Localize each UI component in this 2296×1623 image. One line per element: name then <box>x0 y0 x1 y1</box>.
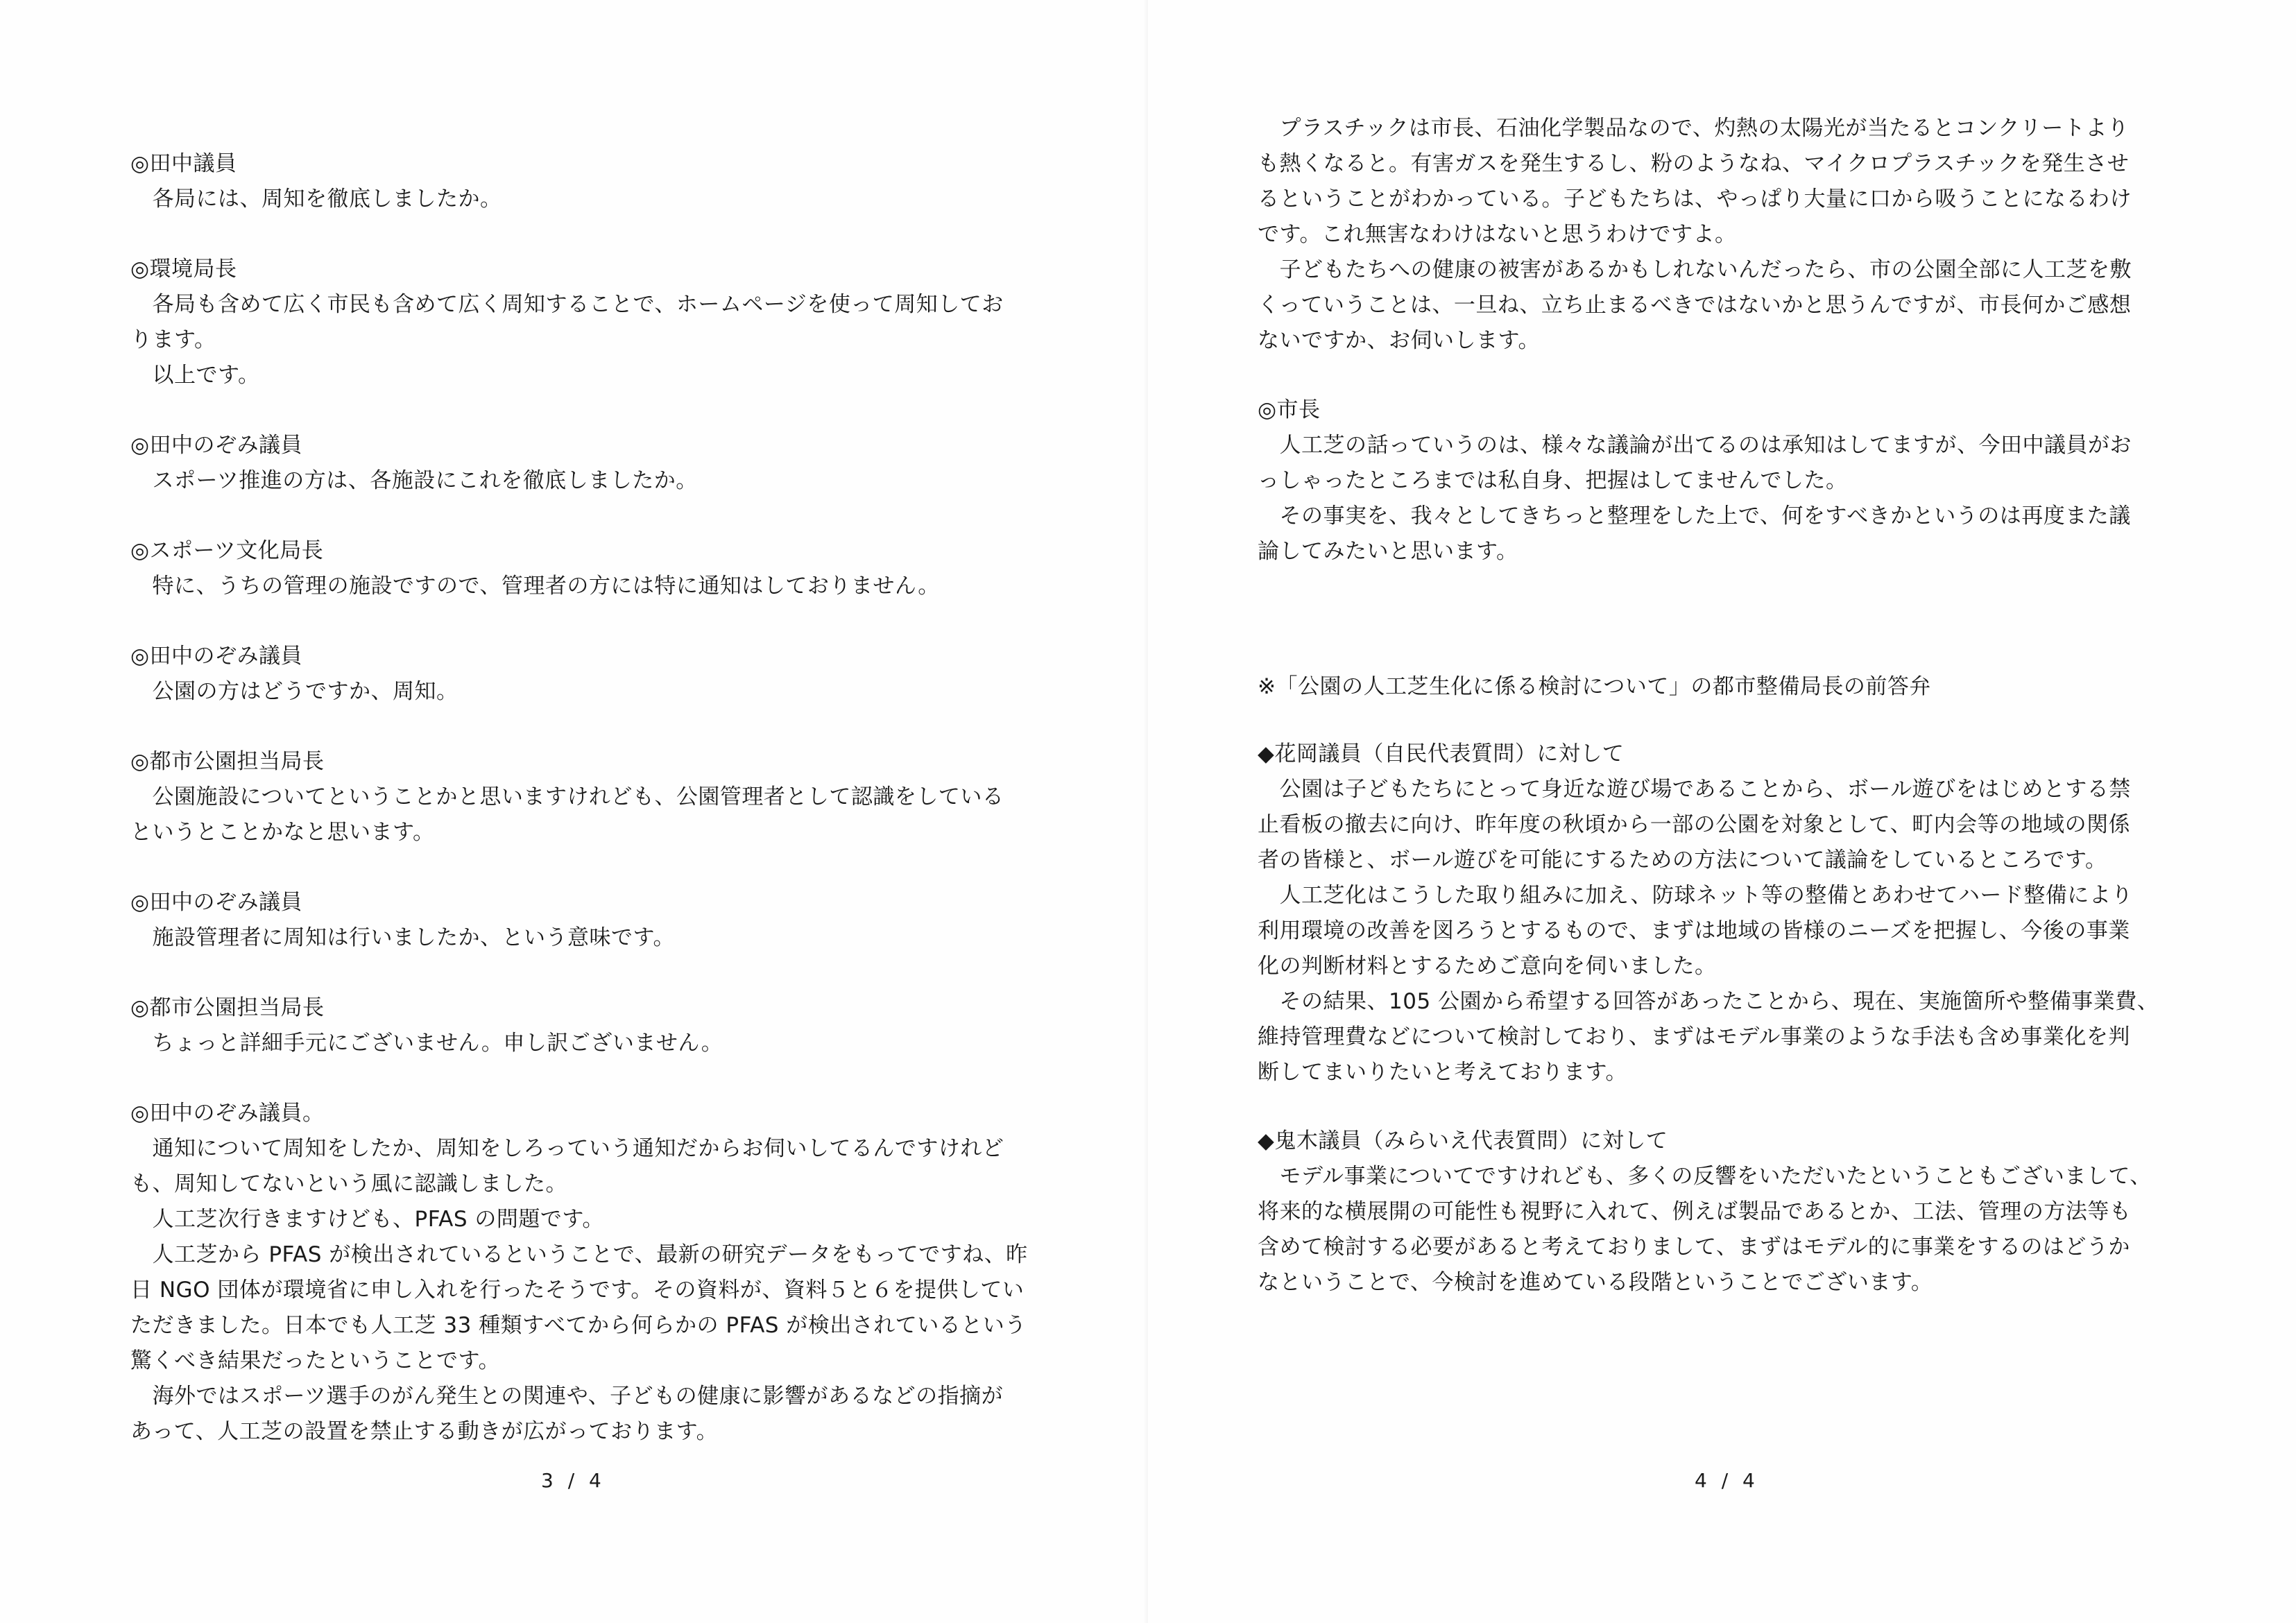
speaker-heading: ◎田中のぞみ議員 <box>130 890 303 915</box>
speech-text: 施設管理者に周知は行いましたか、という意味です。 <box>130 925 676 950</box>
page-number: 4 / 4 <box>1695 1469 1759 1492</box>
speech-text: 人工芝の話っていうのは、様々な議論が出てるのは承知はしてますが、今田中議員がお っしゃったところまでは私自身、把握はしてませんでした。 その事実を、我々としてきちっと整理をした上で、何をすべきかというのは再度また議 論してみたいと思います。 <box>1258 433 2132 564</box>
speaker-heading: ◎田中のぞみ議員 <box>130 644 303 669</box>
page-number: 3 / 4 <box>541 1469 606 1492</box>
answer-text: モデル事業についてですけれども、多くの反響をいただいたということもございまして、 将来的な横展開の可能性も視野に入れて、例えば製品であるとか、工法、管理の方法等も 含めて検討する必要があると考えておりまして、まずはモデル的に事業をするのはどうか なということで、今検討を進めている段階ということでございます。 <box>1258 1164 2152 1295</box>
speech-text: スポーツ推進の方は、各施設にこれを徹底しましたか。 <box>130 468 698 493</box>
speech-text: 公園の方はどうですか、周知。 <box>130 679 459 704</box>
speaker-heading: ◎都市公園担当局長 <box>130 749 325 774</box>
speech-text: 各局には、周知を徹底しましたか。 <box>130 187 502 212</box>
answer-text: 公園は子どもたちにとって身近な遊び場であることから、ボール遊びをはじめとする禁 止看板の撤去に向け、昨年度の秋頃から一部の公園を対象として、町内会等の地域の関係 者の皆様と、ボール遊びを可能にするための方法について議論をしているところです。 人工芝化はこうした取り組みに加え、防球ネット等の整備とあわせてハード整備により 利用環境の改善を図ろうとするもので、まずは地域の皆様のニーズを把握し、今後の事業 化の判断材料とするためご意向を伺いました。 その結果、105 公園から希望する回答があったことから、現在、実施箇所や整備事業費、 維持管理費などについて検討しており、まずはモデル事業のような手法も含め事業化を判 断してまいりたいと考えております。 <box>1258 777 2159 1085</box>
speech-text: プラスチックは市長、石油化学製品なので、灼熱の太陽光が当たるとコンクリートより も熱くなると。有害ガスを発生するし、粉のようなね、マイクロプラスチックを発生させ るということがわかっている。子どもたちは、やっぱり大量に口から吸うことになるわけ です。これ無害なわけはないと思うわけですよ。 子どもたちへの健康の被害があるかもしれないんだったら、市の公園全部に人工芝を敷 くっていうことは、一旦ね、立ち止まるべきではないかと思うんですが、市長何かご感想 ないですか、お伺いします。 <box>1258 116 2132 353</box>
speech-text: 通知について周知をしたか、周知をしろっていう通知だからお伺いしてるんですけれど も、周知してないという風に認識しました。 人工芝次行きますけども、PFAS の問題です。 人工芝から PFAS が検出されているということで、最新の研究データをもってですね、昨 日 NGO 団体が環境省に申し入れを行ったそうです。その資料が、資料５と６を提供してい ただきました。日本でも人工芝 33 種類すべてから何らかの PFAS が検出されているという 驚くべき結果だったということです。 海外ではスポーツ選手のがん発生との関連や、子どもの健康に影響があるなどの指摘が あって、人工芝の設置を禁止する動きが広がっております。 <box>130 1136 1028 1444</box>
section-heading: ◆鬼木議員（みらいえ代表質問）に対して <box>1258 1128 1668 1153</box>
speaker-heading: ◎都市公園担当局長 <box>130 995 325 1020</box>
speaker-heading: ◎スポーツ文化局長 <box>130 538 324 563</box>
speech-text: 公園施設についてということかと思いますけれども、公園管理者として認識をしている というとことかなと思います。 <box>130 784 1004 845</box>
reference-note: ※「公園の人工芝生化に係る検討について」の都市整備局長の前答弁 <box>1258 674 1931 699</box>
section-heading: ◆花岡議員（自民代表質問）に対して <box>1258 741 1625 766</box>
speaker-heading: ◎環境局長 <box>130 257 237 282</box>
speech-text: 特に、うちの管理の施設ですので、管理者の方には特に通知はしておりません。 <box>130 574 940 599</box>
speaker-heading: ◎田中のぞみ議員 <box>130 433 303 458</box>
speaker-heading: ◎田中のぞみ議員。 <box>130 1101 325 1126</box>
speech-text: 各局も含めて広く市民も含めて広く周知することで、ホームページを使って周知してお ります。 以上です。 <box>130 292 1004 388</box>
speech-text: ちょっと詳細手元にございません。申し訳ございません。 <box>130 1031 723 1056</box>
speaker-heading: ◎田中議員 <box>130 151 237 176</box>
speaker-heading: ◎市長 <box>1258 397 1321 422</box>
page-right <box>1148 0 2296 1623</box>
